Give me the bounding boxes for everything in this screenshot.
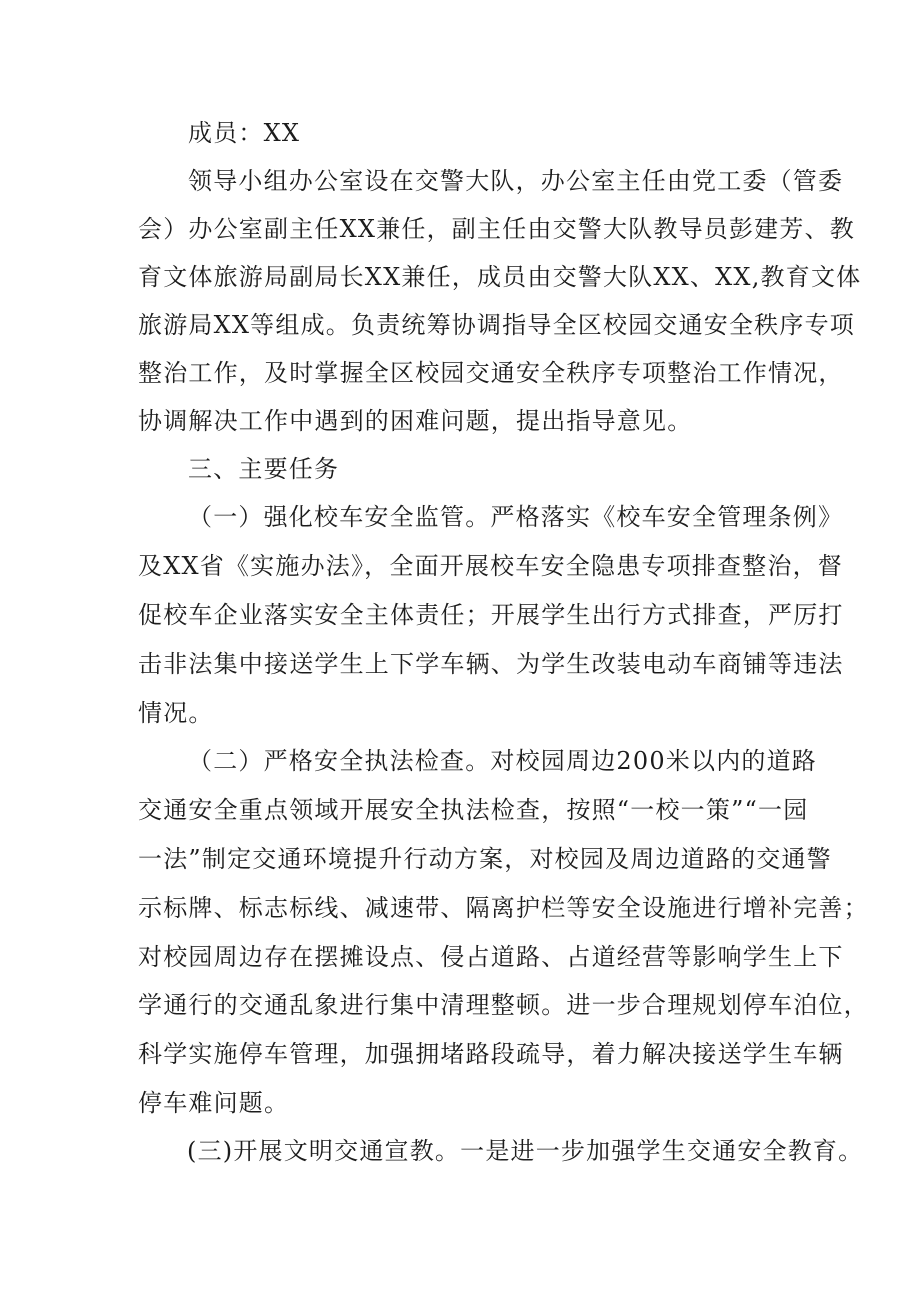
paragraph-line: 交通安全重点领域开展安全执法检查，按照“一校一策”“一园 [138, 796, 809, 824]
paragraph-line: 示标牌、标志标线、减速带、隔离护栏等安全设施进行增补完善； [138, 894, 869, 922]
paragraph-line: 一法”制定交通环境提升行动方案，对校园及周边道路的交通警 [138, 845, 832, 873]
paragraph-line: 情况。 [138, 699, 214, 727]
paragraph-line: 协调解决工作中遇到的困难问题，提出指导意见。 [138, 407, 693, 435]
paragraph-line: 学通行的交通乱象进行集中清理整顿。进一步合理规划停车泊位， [138, 991, 869, 1019]
section-heading: 三、主要任务 [188, 455, 340, 483]
paragraph-line: 育文体旅游局副局长XX兼任，成员由交警大队XX、XX,教育文体 [138, 263, 862, 291]
paragraph-line: 及XX省《实施办法》，全面开展校车安全隐患专项排查整治，督 [138, 552, 843, 580]
members-line: 成员：XX [188, 119, 301, 147]
paragraph-line: 会）办公室副主任XX兼任，副主任由交警大队教导员彭建芳、教 [138, 215, 855, 243]
paragraph-line: 击非法集中接送学生上下学车辆、为学生改装电动车商铺等违法 [138, 650, 844, 678]
paragraph-line: 旅游局XX等组成。负责统筹协调指导全区校园交通安全秩序专项 [138, 311, 855, 339]
paragraph-line: 促校车企业落实安全主体责任；开展学生出行方式排查，严厉打 [138, 601, 844, 629]
paragraph-line: 整治工作，及时掌握全区校园交通安全秩序专项整治工作情况， [138, 359, 844, 387]
paragraph-line: 科学实施停车管理，加强拥堵路段疏导，着力解决接送学生车辆 [138, 1040, 844, 1068]
paragraph-line: （一）强化校车安全监管。严格落实《校车安全管理条例》 [188, 503, 844, 531]
paragraph-line: (三)开展文明交通宣教。一是进一步加强学生交通安全教育。 [187, 1137, 864, 1165]
paragraph-line: 对校园周边存在摆摊设点、侵占道路、占道经营等影响学生上下 [138, 943, 844, 971]
paragraph-line: 领导小组办公室设在交警大队，办公室主任由党工委（管委 [188, 167, 844, 195]
paragraph-line: 停车难问题。 [138, 1089, 290, 1117]
paragraph-line: （二）严格安全执法检查。对校园周边200米以内的道路 [188, 747, 818, 775]
